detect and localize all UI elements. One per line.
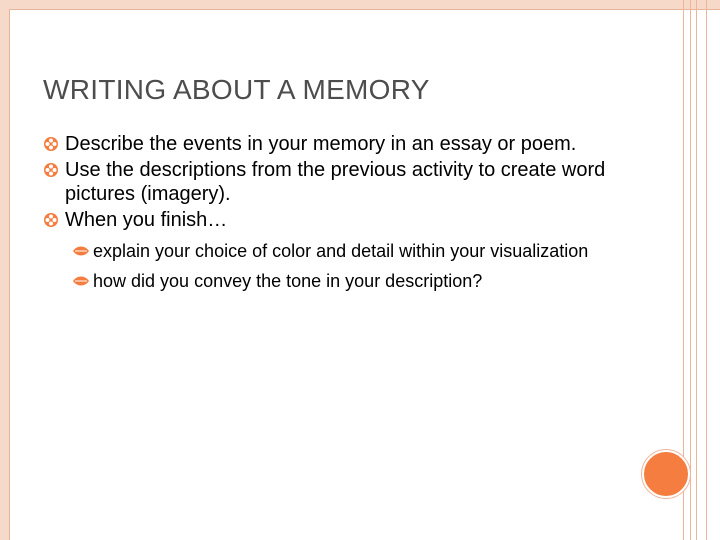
- flower-bullet-icon: [43, 162, 59, 178]
- top-border-line: [9, 9, 720, 10]
- bullet-item: [43, 132, 633, 156]
- bullet-list: [43, 132, 633, 292]
- sub-bullet-item: [43, 240, 633, 262]
- flower-bullet-icon: [43, 212, 59, 228]
- bullet-text: Use the descriptions from the previous activity to create word pictures (imagery).: [65, 159, 606, 205]
- flower-bullet-icon: [43, 136, 59, 152]
- leaf-bullet-icon: [72, 244, 90, 258]
- right-rail-line: [690, 0, 691, 540]
- decorative-circle: [642, 450, 690, 498]
- bullet-item: [43, 208, 633, 232]
- leaf-bullet-icon: [72, 274, 90, 288]
- sub-bullet-text: how did you convey the tone in your description?: [93, 271, 483, 291]
- left-border-line: [9, 9, 10, 540]
- sub-bullet-item: [43, 270, 633, 292]
- left-border: [0, 0, 9, 540]
- bullet-text: Describe the events in your memory in an essay or poem.: [65, 133, 577, 155]
- top-border: [0, 0, 720, 9]
- right-rail-line: [706, 0, 707, 540]
- bullet-item: [43, 158, 633, 206]
- right-rail-line: [696, 0, 697, 540]
- bullet-text: When you finish…: [65, 209, 228, 231]
- sub-bullet-text: explain your choice of color and detail within your visualization: [93, 241, 589, 261]
- slide-title: WRITING ABOUT A MEMORY: [43, 74, 430, 105]
